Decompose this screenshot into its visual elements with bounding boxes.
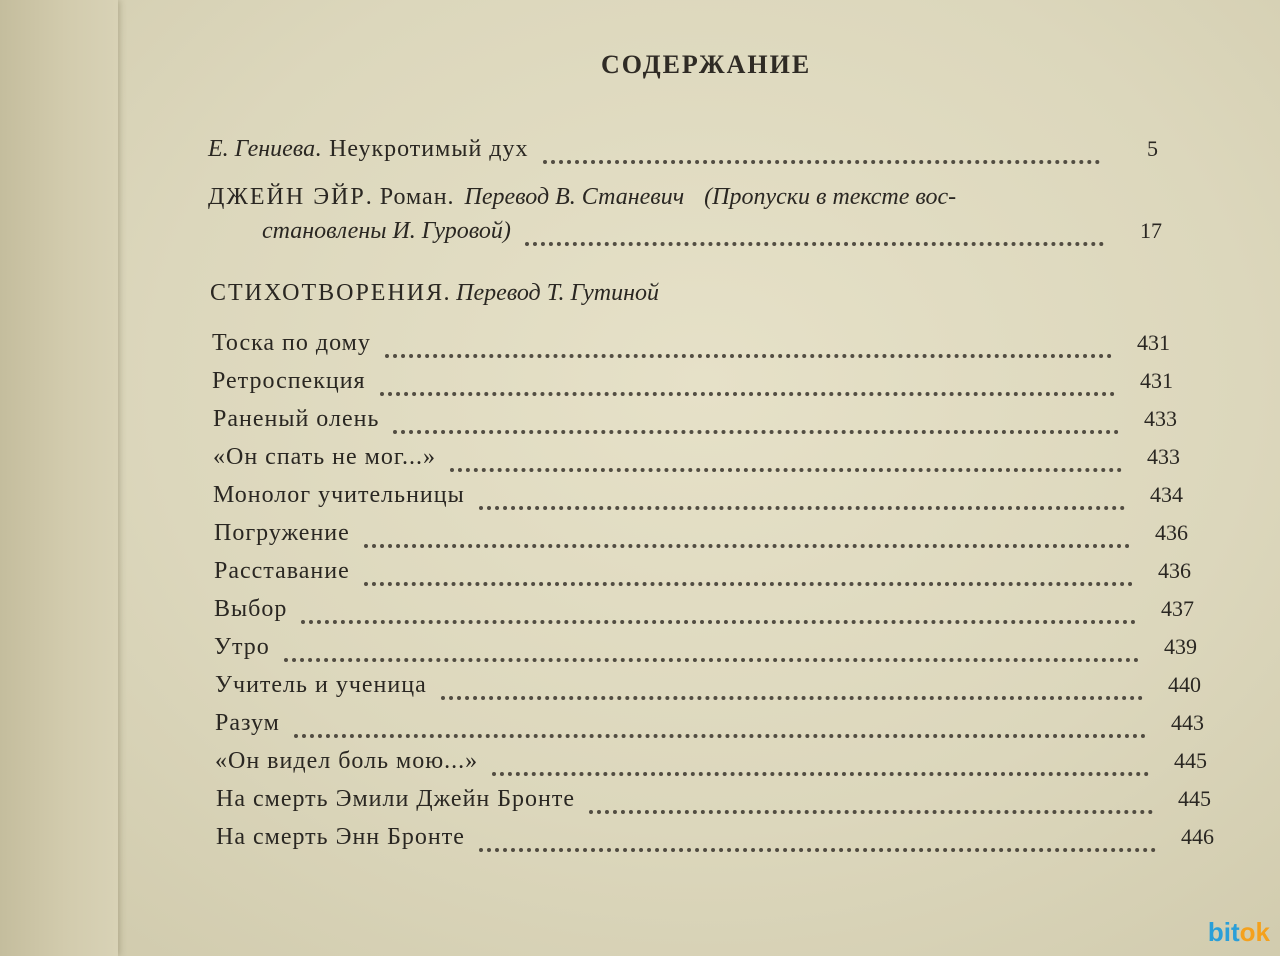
poem-title: Монолог учительницы xyxy=(213,482,465,508)
leader-dots xyxy=(294,734,1146,738)
poem-title: Ретроспекция xyxy=(212,368,366,394)
novel-genre: . Роман. xyxy=(365,184,455,210)
toc-entry-poem xyxy=(216,786,1211,826)
toc-entry-poem xyxy=(212,330,1170,370)
poem-title: Выбор xyxy=(214,596,288,622)
leader-dots xyxy=(380,392,1115,396)
page-number: 431 xyxy=(1137,330,1170,355)
poem-title: Разум xyxy=(215,710,280,736)
toc-entry-poem xyxy=(215,672,1201,712)
leader-dots xyxy=(441,696,1143,700)
page-number: 437 xyxy=(1161,596,1194,621)
page-number: 439 xyxy=(1164,634,1197,659)
poem-title: «Он видел боль мою...» xyxy=(215,748,479,774)
page-number: 433 xyxy=(1147,444,1180,469)
leader-dots xyxy=(301,620,1136,624)
watermark-logo xyxy=(1208,917,1270,948)
toc-entry-poem xyxy=(213,482,1183,522)
toc-entry-poem xyxy=(213,444,1180,484)
watermark-text-accent: ok xyxy=(1239,917,1270,947)
poem-title: «Он спать не мог...» xyxy=(213,444,436,470)
page-number: 436 xyxy=(1158,558,1191,583)
poem-title: Учитель и ученица xyxy=(215,672,427,698)
leader-dots xyxy=(364,582,1133,586)
poems-section-title: СТИХОТВОРЕНИЯ xyxy=(210,280,445,306)
leader-dots xyxy=(543,160,1101,164)
leader-dots xyxy=(589,810,1153,814)
toc-entry-poem xyxy=(212,368,1173,408)
page-number: 445 xyxy=(1174,748,1207,773)
poem-title: Утро xyxy=(214,634,270,660)
intro-author: Е. Гениева xyxy=(208,136,316,162)
toc-entry-poem xyxy=(214,596,1194,636)
toc-entry-poem xyxy=(216,824,1214,864)
toc-entry-poem xyxy=(214,558,1191,598)
poem-title: Раненый олень xyxy=(213,406,380,432)
leader-dots xyxy=(385,354,1112,358)
leader-dots xyxy=(450,468,1122,472)
toc-entry-poem xyxy=(214,634,1197,674)
page-number: 445 xyxy=(1178,786,1211,811)
leader-dots xyxy=(364,544,1130,548)
leader-dots xyxy=(525,242,1104,246)
novel-note-line1: (Пропуски в тексте вос- xyxy=(704,184,957,210)
novel-note-line2: становлены И. Гуровой) xyxy=(262,218,511,244)
poems-translation: . Перевод Т. Гутиной xyxy=(444,280,660,306)
page-number: 434 xyxy=(1150,482,1183,507)
toc-entry-poem xyxy=(215,748,1207,788)
novel-translation: Перевод В. Станевич xyxy=(464,184,685,210)
poem-title: Тоска по дому xyxy=(212,330,371,356)
leader-dots xyxy=(479,506,1125,510)
poem-title: На смерть Эмили Джейн Бронте xyxy=(216,786,576,812)
watermark-text: bit xyxy=(1207,917,1240,947)
toc-entry-poem xyxy=(215,710,1204,750)
page-number: 431 xyxy=(1140,368,1173,393)
page-number: 446 xyxy=(1181,824,1214,849)
page-number: 17 xyxy=(1140,218,1162,243)
leader-dots xyxy=(393,430,1119,434)
toc-section-poems xyxy=(210,280,910,320)
leader-dots xyxy=(284,658,1139,662)
page-number: 436 xyxy=(1155,520,1188,545)
poem-title: Погружение xyxy=(214,520,350,546)
leader-dots xyxy=(492,772,1149,776)
novel-title: ДЖЕЙН ЭЙР xyxy=(208,184,366,210)
intro-title: . Неукротимый дух xyxy=(315,136,529,162)
toc-entry-novel-cont xyxy=(262,218,1162,258)
poem-title: Расставание xyxy=(214,558,350,584)
poem-title: На смерть Энн Бронте xyxy=(216,824,465,850)
toc-entry-poem xyxy=(213,406,1177,446)
toc-entry-poem xyxy=(214,520,1188,560)
page-number: 443 xyxy=(1171,710,1204,735)
page-number: 440 xyxy=(1168,672,1201,697)
toc-entry-intro xyxy=(208,136,1158,176)
page-number: 5 xyxy=(1147,136,1158,161)
page-number: 433 xyxy=(1144,406,1177,431)
leader-dots xyxy=(479,848,1156,852)
page-title: СОДЕРЖАНИЕ xyxy=(601,50,812,79)
